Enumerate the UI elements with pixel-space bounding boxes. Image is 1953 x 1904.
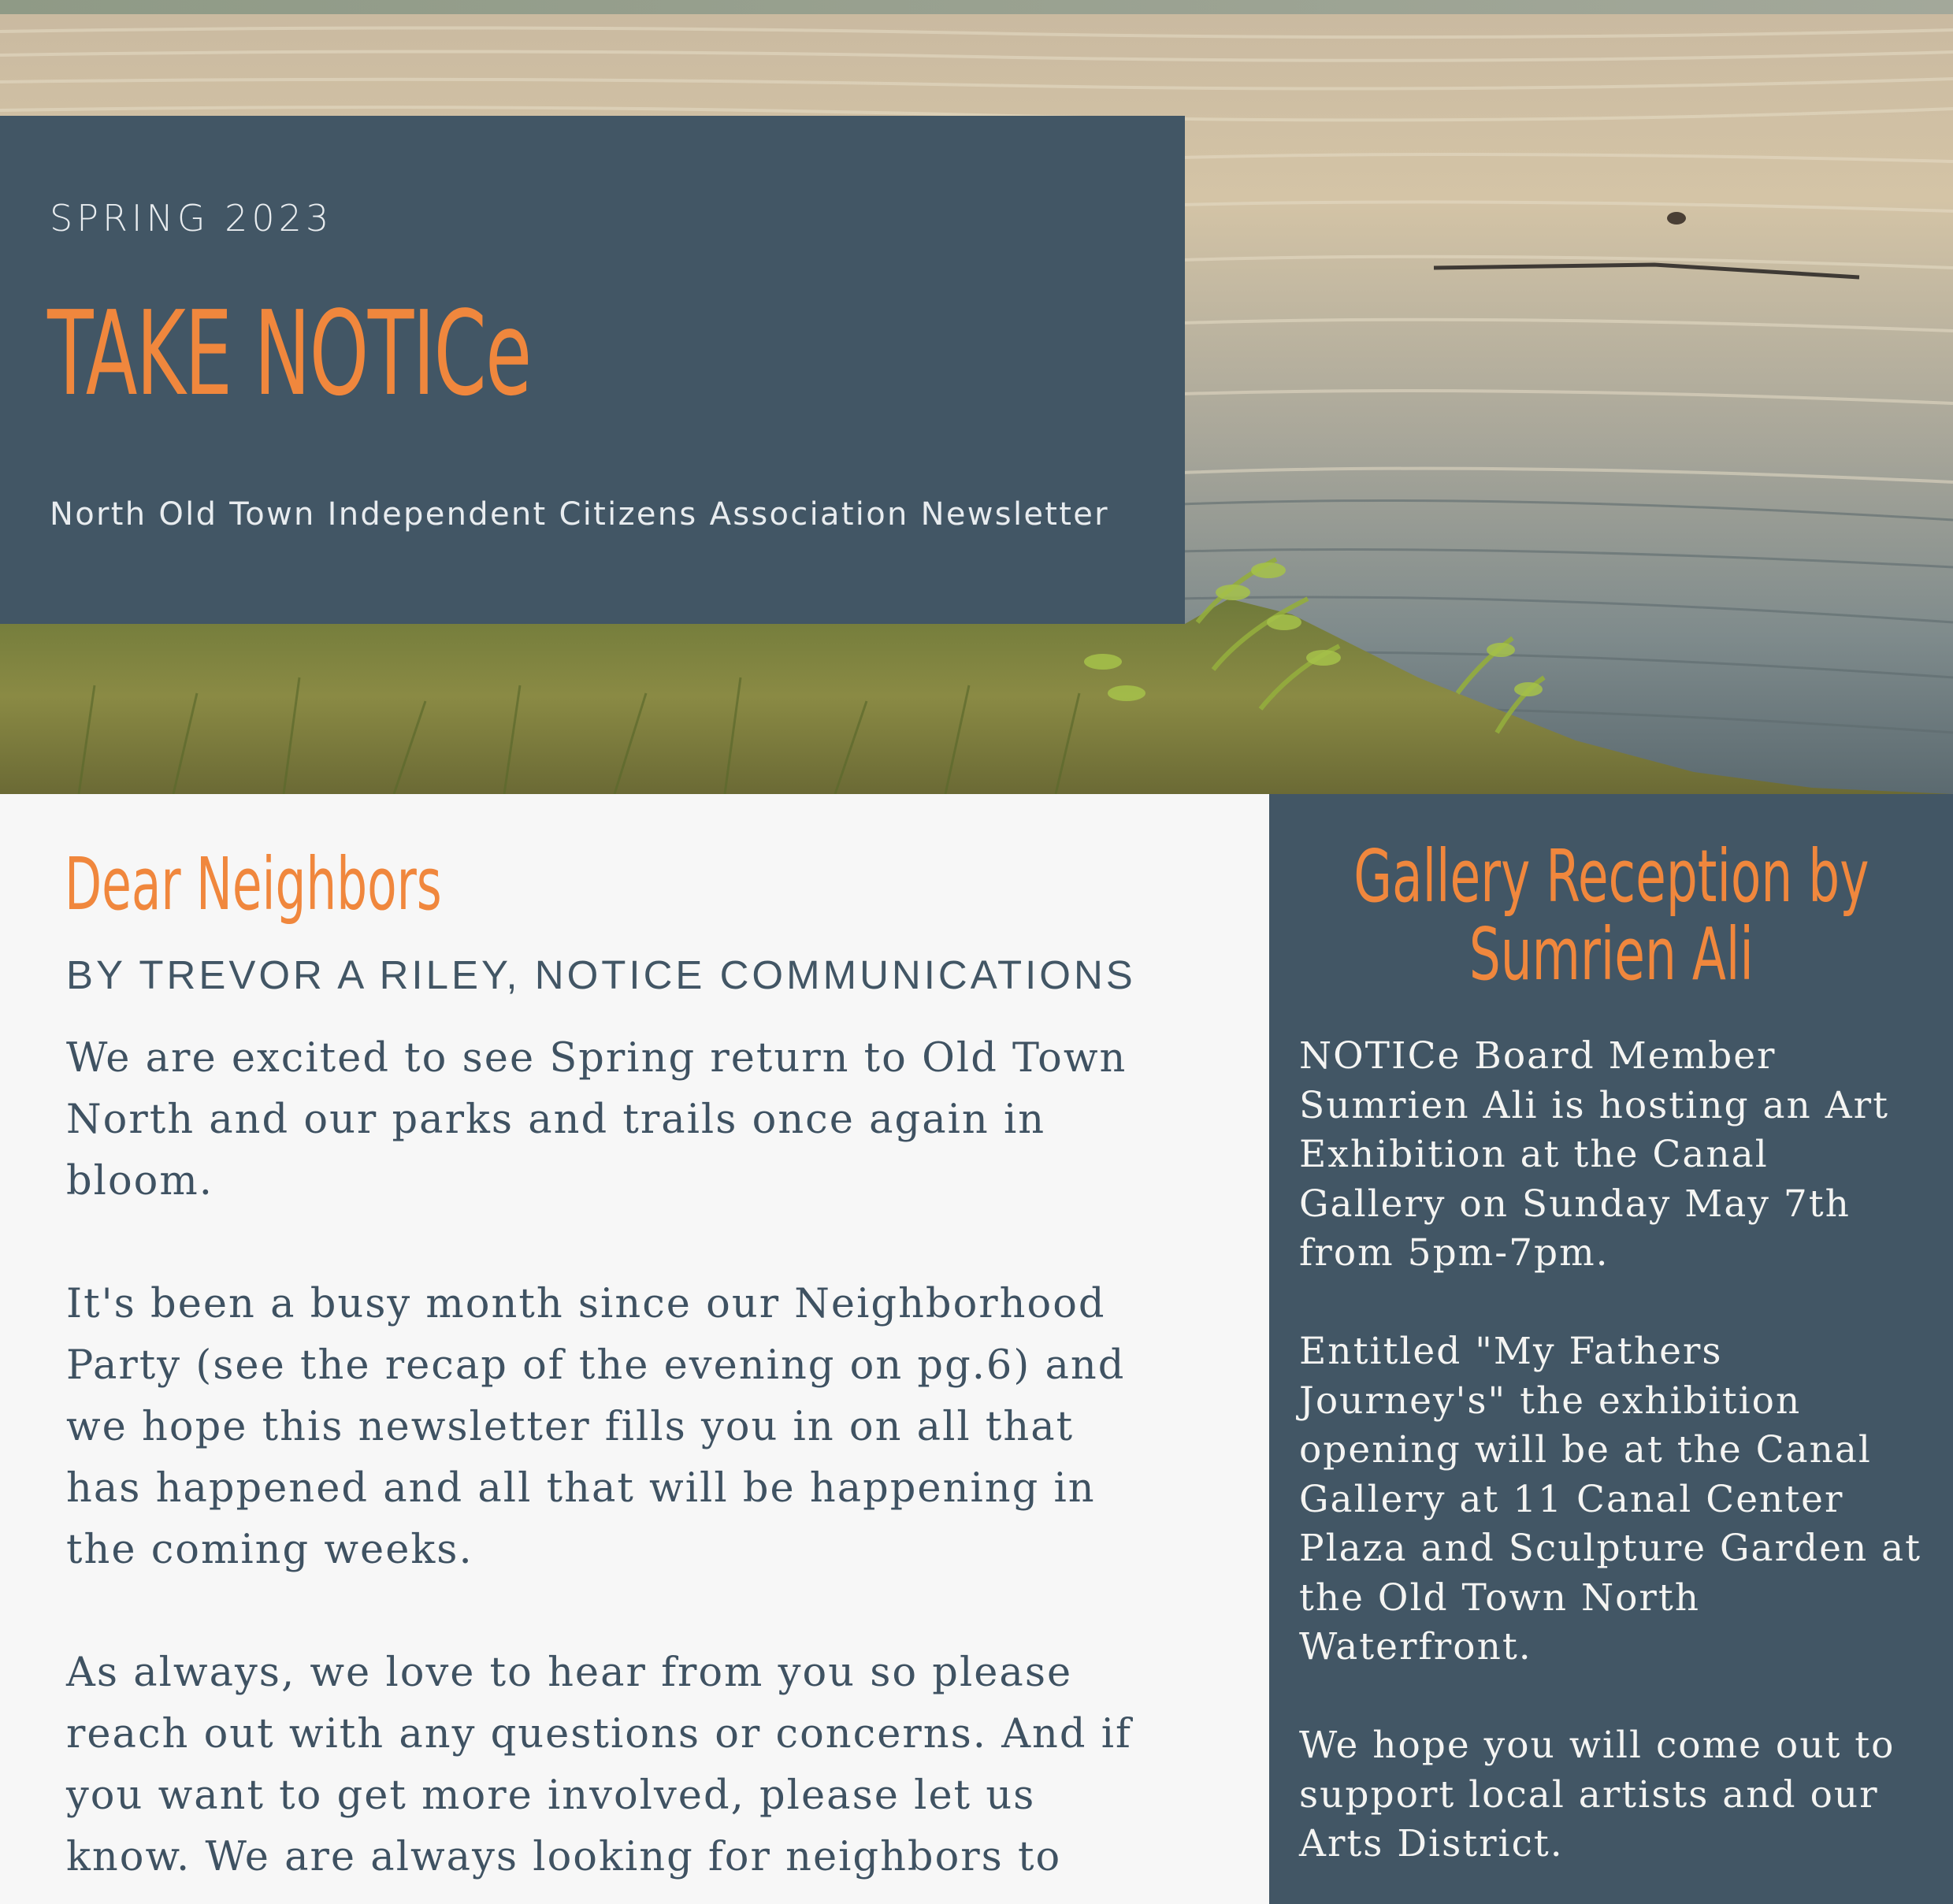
article-paragraph: We are excited to see Spring return to Old Town North and our parks and trails once again in bloom.	[66, 1035, 1127, 1204]
newsletter-title: TAKE NOTICe	[47, 286, 531, 421]
article-body	[66, 1028, 1201, 1904]
article-paragraph: It's been a busy month since our Neighborhood Party (see the recap of the evening on pg.6) and we hope this newsletter fills you in on all that has happened and all that will be happening in the coming weeks.	[66, 1281, 1126, 1573]
sidebar-panel	[1269, 794, 1953, 1904]
article-paragraph: As always, we love to hear from you so please reach out with any questions or concerns. And if you want to get more involved, please let us know. We are always looking for neighbors to	[66, 1650, 1132, 1880]
sidebar-paragraph: We hope you will come out to support local artists and our Arts District.	[1299, 1724, 1895, 1865]
article-title: Dear Neighbors	[65, 842, 442, 926]
sidebar-body	[1299, 1032, 1945, 1904]
sidebar-title: Gallery Reception by Sumrien Ali	[1353, 834, 1869, 997]
sidebar-paragraph: NOTICe Board Member Sumrien Ali is hosting an Art Exhibition at the Canal Gallery on Sunday May 7th from 5pm-7pm.	[1299, 1034, 1890, 1275]
newsletter-subtitle: North Old Town Independent Citizens Association Newsletter	[50, 496, 1109, 533]
issue-season: SPRING 2023	[50, 197, 333, 239]
article-byline: BY TREVOR A RILEY, NOTICE COMMUNICATIONS	[66, 952, 1136, 997]
sidebar-title-container	[1269, 834, 1953, 997]
sidebar-paragraph: Entitled "My Fathers Journey's" the exhibition opening will be at the Canal Gallery at 11 Canal Center Plaza and Sculpture Garden at the Old Town North Waterfront.	[1299, 1330, 1922, 1668]
